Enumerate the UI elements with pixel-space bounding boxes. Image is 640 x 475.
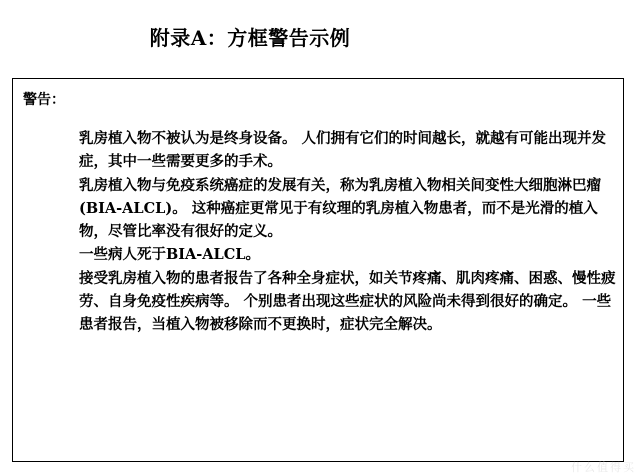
boxed-warning [12, 78, 624, 462]
warning-body [79, 127, 617, 337]
warning-paragraph-systemic-symptoms: 接受乳房植入物的患者报告了各种全身症状，如关节疼痛、肌肉疼痛、困惑、慢性疲劳、自身免疫性疾病等。 个别患者出现这些症状的风险尚未得到很好的确定。 一些患者报告，当植入物被移除而不更换时，症状完全解决。 [79, 269, 616, 334]
warning-paragraph-bia-alcl: 乳房植入物与免疫系统癌症的发展有关，称为乳房植入物相关间变性大细胞淋巴瘤(BIA-ALCL)。 这种癌症更常见于有纹理的乳房植入物患者，而不是光滑的植入物，尽管比率没有很好的定义。 [79, 176, 601, 241]
warning-label: 警告： [23, 92, 65, 108]
warning-paragraph-deaths: 一些病人死于BIA-ALCL。 [79, 246, 260, 264]
watermark: 什么值得买 [571, 461, 636, 474]
page-title: 附录A：方框警告示例 [149, 26, 351, 50]
warning-paragraph-lifetime: 乳房植入物不被认为是终身设备。 人们拥有它们的时间越长，就越有可能出现并发症，其中一些需要更多的手术。 [79, 130, 607, 171]
